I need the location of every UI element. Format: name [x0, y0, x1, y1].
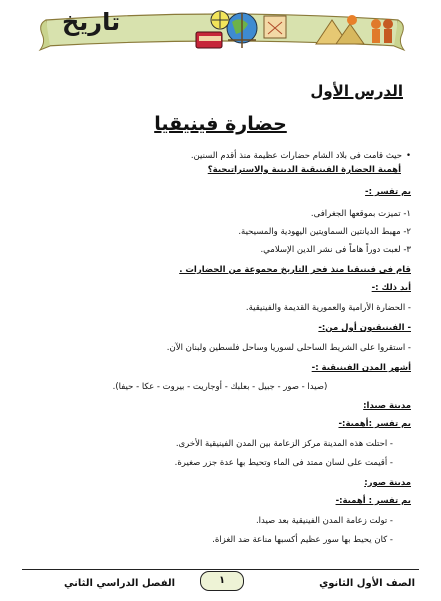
- page-number: ١: [200, 571, 244, 591]
- section-label: مدينة صور:: [364, 478, 411, 488]
- list-item: ٣- لعبت دوراً هاماً فى نشر الدين الإسلامي.: [260, 245, 411, 255]
- intro-text: حيث قامت فى بلاد الشام حضارات عظيمة منذ أقدم السنين.: [190, 151, 402, 161]
- lesson-label: الدرس الأول: [310, 82, 403, 100]
- intro-paragraph: [191, 150, 411, 162]
- explain-label: بم تفسر : أهمية:-: [335, 496, 411, 506]
- section-label: أشهر المدن الفينيقية :-: [311, 363, 411, 373]
- footer-divider: [22, 569, 419, 570]
- explain-label: بم تفسر :أهمية:-: [338, 419, 411, 429]
- question-heading: أهمية الحضارة الفينيقية الدينية والاستراتيجية؟: [207, 165, 401, 175]
- subject-title: تاريخ: [62, 8, 121, 36]
- list-item: - أقيمت على لسان ممتد فى الماء وتحيط بها عدة جزر صغيرة.: [174, 458, 393, 468]
- footer-grade: الصف الأول الثانوي: [319, 578, 415, 589]
- list-item: ٢- مهبط الديانتين السماويتين اليهودية والمسيحية.: [238, 227, 411, 237]
- explain-label: أبد ذلك :-: [371, 283, 411, 293]
- map-icon: [264, 16, 286, 38]
- globe-icon: [227, 13, 257, 48]
- footer-term: الفصل الدراسي الثاني: [64, 578, 176, 589]
- section-label: - الفينيقيون أول من:-: [318, 323, 411, 333]
- list-item: - تولت زعامة المدن الفينيقية بعد صيدا.: [255, 516, 393, 526]
- cities-list: (صيدا - صور - جبيل - بعلبك - أوجاريت - بيروت - عكا - حيفا).: [112, 382, 328, 392]
- books-icon: [196, 32, 222, 48]
- page-title: حضارة فينيقيا: [154, 113, 287, 135]
- list-item: - كان يحيط بها سور عظيم أكسبها مناعة ضد الغزاة.: [212, 535, 393, 545]
- explain-label: بم تفسر :-: [365, 187, 411, 197]
- section-heading: قام فى فينيقيا منذ فجر التاريخ مجموعة من الحضارات .: [179, 265, 411, 275]
- list-item: - احتلت هذه المدينة مركز الزعامة بين المدن الفينيقية الأخرى.: [175, 439, 393, 449]
- paragraph: - الحضارة الأرامية والعمورية القديمة والفينيقية.: [245, 303, 411, 313]
- list-item: ١- تميزت بموقعها الجغرافى.: [310, 209, 411, 219]
- section-label: مدينة صيدا:: [363, 401, 411, 411]
- paragraph: - استقروا على الشريط الساحلى لسوريا وساحل فلسطين ولبنان الآن.: [166, 343, 411, 353]
- compass-icon: [211, 11, 229, 29]
